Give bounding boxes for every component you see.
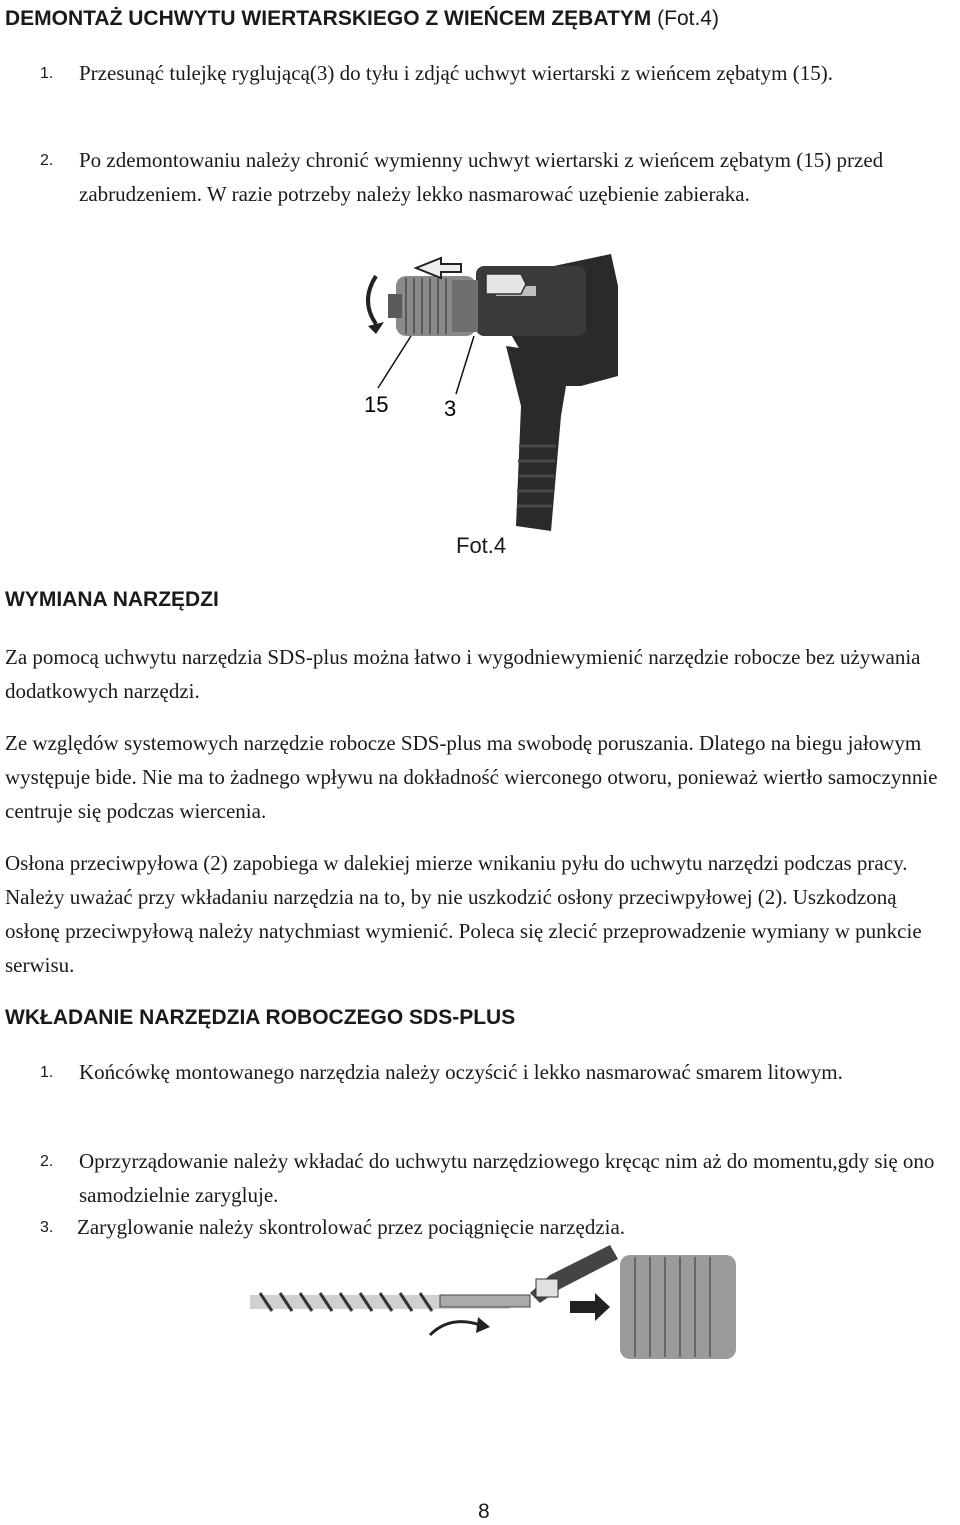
drill-chuck-illustration — [356, 246, 626, 536]
paragraph: Osłona przeciwpyłowa (2) zapobiega w dalekiej mierze wnikaniu pyłu do uchwytu narzędzi podczas pracy. Należy uważać przy wkładaniu narzędzia na to, by nie uszkodzić osłony przeciwpyłowej (2). Uszkodzoną osłonę przeciwpyłową należy natychmiast wymienić. Poleca się zlecić przeprowadzenie wymiany w punkcie serwisu. — [5, 851, 922, 977]
list-item-text: Przesunąć tulejkę ryglującą(3) do tyłu i zdjąć uchwyt wiertarski z wieńcem zębatym (15). — [79, 61, 833, 85]
drill-drawing — [356, 246, 626, 536]
list-item-text: Oprzyrządowanie należy wkładać do uchwytu narzędziowego kręcąc nim aż do momentu,gdy się ono samodzielnie zarygluje. — [79, 1149, 935, 1207]
list-number: 1. — [40, 65, 54, 82]
section-title-wkladanie: WKŁADANIE NARZĘDZIA ROBOCZEGO SDS-PLUS — [5, 1006, 516, 1029]
section-title-ref: (Fot.4) — [657, 7, 719, 30]
list-item-text: Zaryglowanie należy skontrolować przez pociągnięcie narzędzia. — [77, 1215, 626, 1239]
list-number: 2. — [40, 152, 54, 169]
list-number: 2. — [40, 1153, 54, 1170]
list-item-text: Po zdemontowaniu należy chronić wymienny uchwyt wiertarski z wieńcem zębatym (15) przed zabrudzeniem. W razie potrzeby należy lekko nasmarować uzębienie zabieraka. — [79, 148, 884, 206]
sds-bit-insertion-illustration — [250, 1245, 736, 1370]
figure-caption: Fot.4 — [456, 533, 507, 558]
page-number: 8 — [478, 1500, 490, 1523]
list-item-text: Końcówkę montowanego narzędzia należy oczyścić i lekko nasmarować smarem litowym. — [79, 1060, 843, 1084]
sds-drawing — [250, 1245, 736, 1370]
callout-15: 15 — [364, 392, 389, 417]
list-number: 3. — [40, 1219, 54, 1236]
paragraph: Ze względów systemowych narzędzie robocze SDS-plus ma swobodę poruszania. Dlatego na biegu jałowym występuje bide. Nie ma to żadnego wpływu na dokładność wierconego otworu, ponieważ wiertło samoczynnie centruje się podczas wiercenia. — [5, 731, 938, 823]
callout-3: 3 — [444, 396, 457, 421]
section-title-demontaz — [5, 7, 719, 31]
list-number: 1. — [40, 1064, 54, 1081]
section-title-wymiana: WYMIANA NARZĘDZI — [5, 588, 219, 611]
paragraph: Za pomocą uchwytu narzędzia SDS-plus można łatwo i wygodniewymienić narzędzie robocze bez używania dodatkowych narzędzi. — [5, 645, 921, 703]
section-title-bold: DEMONTAŻ UCHWYTU WIERTARSKIEGO Z WIEŃCEM ZĘBATYM — [5, 7, 652, 30]
